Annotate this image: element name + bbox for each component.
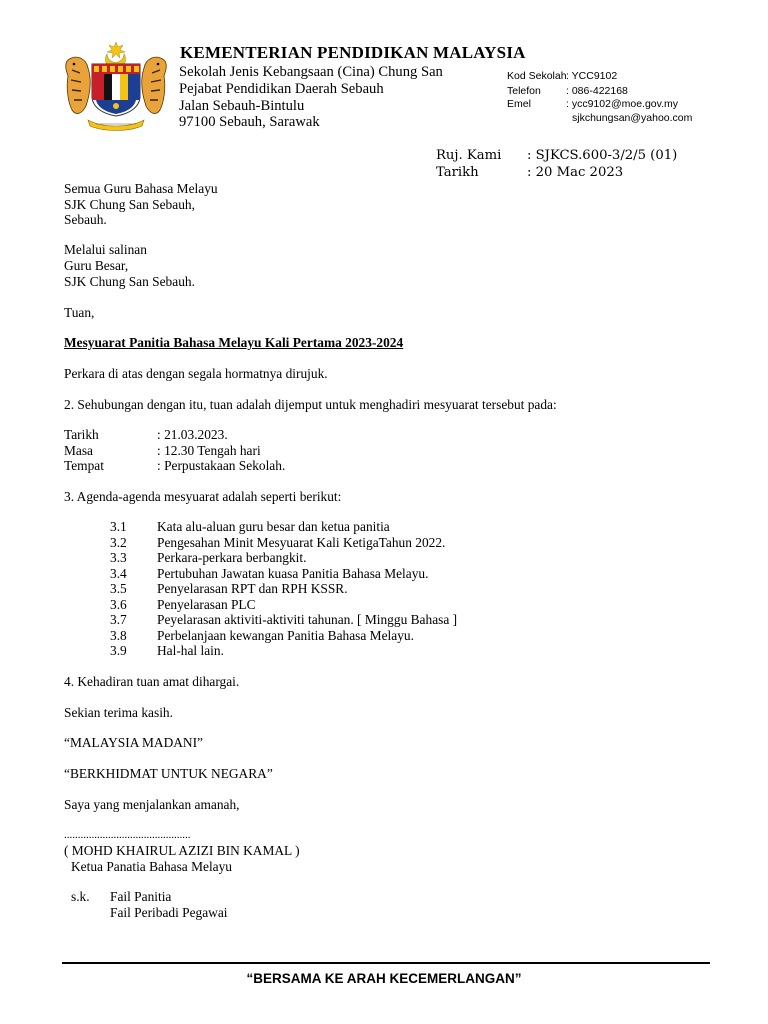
- footer-divider: [62, 962, 710, 964]
- date-value: : 20 Mac 2023: [527, 165, 624, 180]
- agenda-number: 3.1: [110, 519, 127, 534]
- reference-value: : SJKCS.600-3/2/5 (01): [527, 148, 678, 163]
- recipient-line: Sebauh.: [64, 212, 107, 227]
- school-code-label: Kod Sekolah: [507, 70, 567, 82]
- agenda-number: 3.8: [110, 628, 127, 643]
- sk-label: s.k.: [71, 889, 90, 904]
- reference-label: Ruj. Kami: [436, 148, 502, 163]
- paragraph-1: Perkara di atas dengan segala hormatnya dirujuk.: [64, 366, 328, 381]
- salutation: Tuan,: [64, 305, 95, 320]
- agenda-item: Perbelanjaan kewangan Panitia Bahasa Melayu.: [157, 628, 414, 643]
- agenda-item: Pengesahan Minit Mesyuarat Kali KetigaTahun 2022.: [157, 535, 446, 550]
- agenda-item: Peyelarasan aktiviti-aktiviti tahunan. [ Minggu Bahasa ]: [157, 612, 458, 627]
- agenda-item: Penyelarasan PLC: [157, 597, 256, 612]
- agenda-number: 3.6: [110, 597, 127, 612]
- address-postcode: 97100 Sebauh, Sarawak: [179, 114, 320, 130]
- district-office: Pejabat Pendidikan Daerah Sebauh: [179, 81, 384, 97]
- date-label: Tarikh: [436, 165, 479, 180]
- detail-value: : 21.03.2023.: [157, 427, 228, 442]
- detail-value: : 12.30 Tengah hari: [157, 443, 261, 458]
- copy-to-line: Melalui salinan: [64, 242, 147, 257]
- slogan-berkhidmat: “BERKHIDMAT UNTUK NEGARA”: [64, 766, 273, 781]
- agenda-number: 3.9: [110, 643, 127, 658]
- address-street: Jalan Sebauh-Bintulu: [179, 98, 305, 114]
- agenda-item: Hal-hal lain.: [157, 643, 224, 658]
- footer-motto: “BERSAMA KE ARAH KECEMERLANGAN”: [246, 971, 522, 986]
- signoff-line: Saya yang menjalankan amanah,: [64, 797, 240, 812]
- sk-item: Fail Peribadi Pegawai: [110, 905, 228, 920]
- recipient-line: SJK Chung San Sebauh,: [64, 197, 195, 212]
- agenda-item: Pertubuhan Jawatan kuasa Panitia Bahasa Melayu.: [157, 566, 429, 581]
- phone-label: Telefon: [507, 85, 541, 97]
- email-value: : ycc9102@moe.gov.my: [566, 98, 679, 110]
- detail-value: : Perpustakaan Sekolah.: [157, 458, 286, 473]
- agenda-number: 3.3: [110, 550, 127, 565]
- paragraph-2: 2. Sehubungan dengan itu, tuan adalah dijemput untuk menghadiri mesyuarat tersebut pada:: [64, 397, 557, 412]
- signature-line: ..............................................: [64, 829, 191, 841]
- agenda-item: Penyelarasan RPT dan RPH KSSR.: [157, 581, 348, 596]
- slogan-malaysia-madani: “MALAYSIA MADANI”: [64, 735, 203, 750]
- copy-to-line: Guru Besar,: [64, 258, 129, 273]
- recipient-line: Semua Guru Bahasa Melayu: [64, 181, 218, 196]
- detail-label: Tarikh: [64, 427, 99, 442]
- detail-label: Tempat: [64, 458, 104, 473]
- subject-heading: Mesyuarat Panitia Bahasa Melayu Kali Pertama 2023-2024: [64, 335, 404, 350]
- coat-of-arms-logo: [62, 40, 170, 132]
- paragraph-3: 3. Agenda-agenda mesyuarat adalah seperti berikut:: [64, 489, 342, 504]
- school-code-value: : YCC9102: [566, 70, 618, 82]
- phone-value: : 086-422168: [566, 85, 628, 97]
- sk-item: Fail Panitia: [110, 889, 172, 904]
- agenda-item: Perkara-perkara berbangkit.: [157, 550, 307, 565]
- signer-title: Ketua Panatia Bahasa Melayu: [71, 859, 233, 874]
- signer-name: ( MOHD KHAIRUL AZIZI BIN KAMAL ): [64, 843, 300, 858]
- school-name: Sekolah Jenis Kebangsaan (Cina) Chung San: [179, 64, 443, 80]
- agenda-item: Kata alu-aluan guru besar dan ketua panitia: [157, 519, 390, 534]
- detail-label: Masa: [64, 443, 94, 458]
- copy-to-line: SJK Chung San Sebauh.: [64, 274, 195, 289]
- closing-line: Sekian terima kasih.: [64, 705, 173, 720]
- agenda-number: 3.7: [110, 612, 127, 627]
- agenda-number: 3.2: [110, 535, 127, 550]
- ministry-title: KEMENTERIAN PENDIDIKAN MALAYSIA: [180, 43, 526, 62]
- paragraph-4: 4. Kehadiran tuan amat dihargai.: [64, 674, 240, 689]
- email-value-secondary: sjkchungsan@yahoo.com: [572, 112, 693, 124]
- agenda-number: 3.4: [110, 566, 127, 581]
- agenda-number: 3.5: [110, 581, 127, 596]
- email-label: Emel: [507, 98, 531, 110]
